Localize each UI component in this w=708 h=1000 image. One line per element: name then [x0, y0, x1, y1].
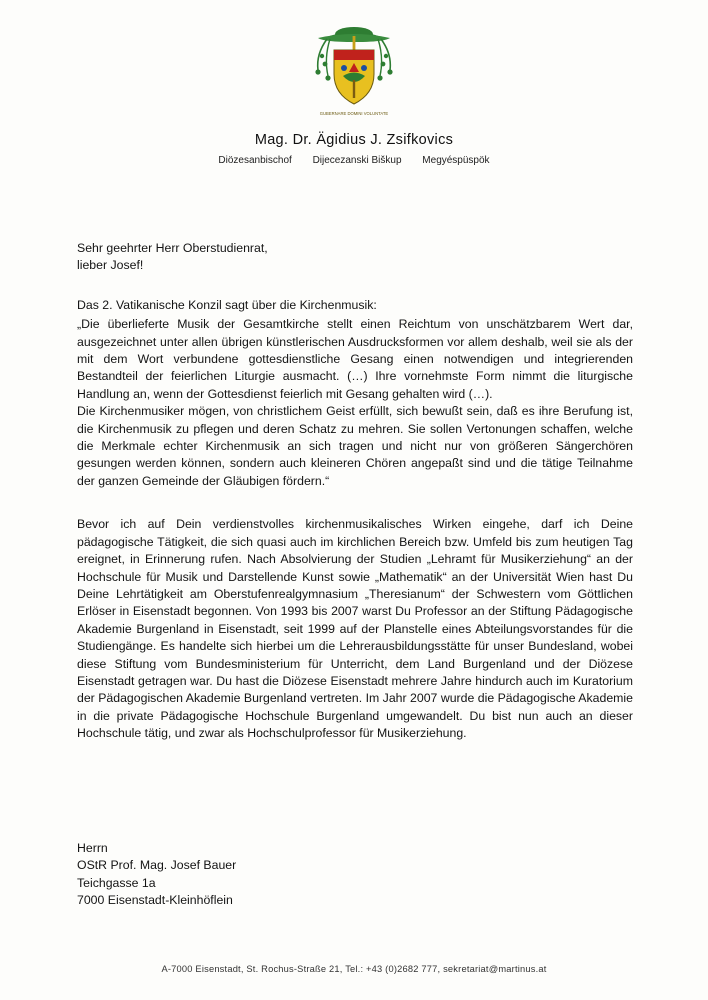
bishop-title-hu: Megyéspüspök	[422, 155, 490, 166]
crest-container	[0, 18, 708, 128]
bishop-title-hr: Dijecezanski Biškup	[312, 155, 402, 166]
body-paragraph: Bevor ich auf Dein verdienstvolles kirchenmusikalisches Wirken eingehe, darf ich Deine pädagogische Tätigkeit, die sich quasi auch im kirchlichen Bereich bzw. Umfeld bis zum heutigen Tag ereignet, in Erinnerung rufen. Nach Absolvierung der Studien „Lehramt für Musikerziehung“ an der Hochschule für Musik und Darstellende Kunst sowie „Mathematik“ an der Universität Wien hast Du Deine Lehrtätigkeit am Oberstufenrealgymnasium „Theresianum“ der Schwestern vom Göttlichen Erlöser in Eisenstadt begonnen. Von 1993 bis 2007 warst Du Professor an der Stiftung Pädagogische Akademie Burgenland in Eisenstadt, seit 1999 auf der Planstelle eines Abteilungsvorstandes für die Studiengänge. Es handelte sich hierbei um die Lehrerausbildungsstätte für unser Bundesland, wobei diese Stiftung vom Bundesministerium für Unterricht, dem Land Burgenland und der Diözese Eisenstadt getragen war. Du hast die Diözese Eisenstadt mehrere Jahre hindurch auch im Kuratorium der Pädagogischen Akademie Burgenland vertreten. Im Jahr 2007 wurde die Pädagogische Akademie in die private Pädagogische Hochschule Burgenland umgewandelt. Du bist nun auch an dieser Hochschule tätig, und zwar als Hochschulprofessor für Musikerziehung.	[77, 517, 633, 741]
address-line-4: 7000 Eisenstadt-Kleinhöflein	[77, 893, 233, 908]
bishop-coat-of-arms-icon	[294, 18, 414, 123]
footer-contact: A-7000 Eisenstadt, St. Rochus-Straße 21, Tel.: +43 (0)2682 777, sekretariat@martinus.at	[161, 964, 547, 974]
quote-paragraph-1: „Die überlieferte Musik der Gesamtkirche stellt einen Reichtum von unschätzbarem Wert dar, ausgezeichnet unter allen übrigen künstlerischen Ausdrucksformen vor allem deshalb, weil sie als der mit dem Wort verbundene gottesdienstliche Gesang einen notwendigen und integrierenden Bestandteil der feierlichen Liturgie ausmacht. (…) Ihre vornehmste Form nimmt die liturgische Handlung an, wenn der Gottesdienst feierlich mit Gesang gehalten wird (…).	[77, 317, 633, 401]
crest-motto-text: GUBERNARE DOMINI VOLUNTATE	[319, 111, 389, 116]
paragraph-spacer	[77, 490, 633, 516]
salutation	[77, 240, 633, 275]
quote-paragraph-2: Die Kirchenmusiker mögen, von christlichem Geist erfüllt, sich bewußt sein, daß es ihre Berufung ist, die Kirchenmusik zu pflegen und deren Schatz zu mehren. Sie sollen Vertonungen schaffen, welche die Merkmale echter Kirchenmusik an sich tragen und nicht nur von größeren Sängerchören gesungen werden können, sondern auch kleineren Chören angepaßt sind und die tätige Teilnahme der ganzen Gemeinde der Gläubigen fördern.“	[77, 404, 633, 488]
salutation-line-1: Sehr geehrter Herr Oberstudienrat,	[77, 241, 268, 255]
recipient-address	[77, 840, 236, 910]
address-line-3: Teichgasse 1a	[77, 875, 156, 890]
letter-body	[77, 240, 633, 743]
intro-paragraph: Das 2. Vatikanische Konzil sagt über die Kirchenmusik:	[77, 297, 377, 312]
salutation-line-2: lieber Josef!	[77, 258, 144, 273]
address-line-1: Herrn	[77, 841, 108, 855]
bishop-name: Mag. Dr. Ägidius J. Zsifkovics	[254, 132, 454, 148]
letterhead	[0, 132, 708, 166]
bishop-titles	[0, 155, 708, 166]
bishop-title-de: Diözesanbischof	[218, 155, 292, 166]
address-line-2: OStR Prof. Mag. Josef Bauer	[77, 858, 237, 873]
